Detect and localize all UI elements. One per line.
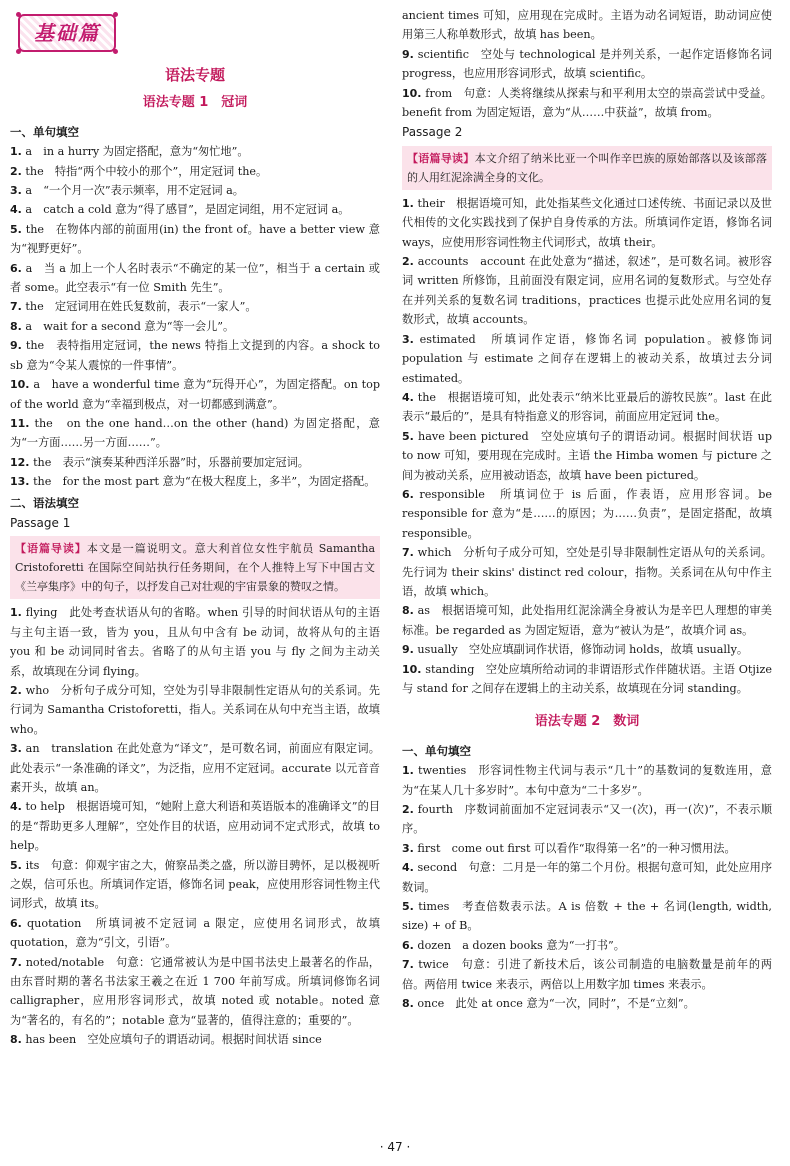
item-text: accounts account 在此处意为“描述，叙述”，是可数名词。被形容词 written 所修饰，且前面没有限定词，应用名词的复数形式。与空处存在并列关系的复数名词 traditions，practices 也提示此处应用名词的复数形式，故填 accounts。 <box>402 255 772 327</box>
item-text: flying 此处考查状语从句的省略。when 引导的时间状语从句的主语与主句主语一致，皆为 you，且从句中含有 be 动词，故将从句的主语 you 和 be 动词同时省去。省略了的从句主语 you 与 fly 之间为主动关系，故填现在分词 flying。 <box>10 606 380 678</box>
banner-corner-dot <box>113 49 118 54</box>
banner-corner-dot <box>16 12 21 17</box>
answer-list <box>402 45 772 123</box>
item-text: a have a wonderful time 意为“玩得开心”，为固定搭配。on top of the world 意为“幸福到极点，对一切都感到满意”。 <box>10 378 380 411</box>
topic2-title: 语法专题 2 数词 <box>534 714 640 730</box>
guide-text: 本文介绍了纳米比亚一个叫作辛巴族的原始部落以及该部落的人用红泥涂满全身的文化。 <box>407 151 768 184</box>
section-heading: 一、单句填空 <box>10 124 79 139</box>
answer-item <box>10 797 380 855</box>
answer-item <box>10 220 380 259</box>
item-text: the for the most part 意为“在极大程度上，多半”，为固定搭配。 <box>33 475 376 489</box>
left-column <box>10 14 380 1050</box>
answer-item <box>402 84 772 123</box>
passage-heading: Passage 1 <box>10 515 71 530</box>
item-number: 2. <box>402 803 414 817</box>
answer-item <box>10 259 380 298</box>
item-number: 5. <box>10 222 22 236</box>
item-number: 8. <box>402 604 414 618</box>
item-number: 7. <box>10 955 22 969</box>
item-number: 13. <box>10 475 30 489</box>
reading-guide-box <box>10 536 380 599</box>
item-text: standing 空处应填所给动词的非谓语形式作伴随状语。主语 Otjize 与 stand for 之间存在逻辑上的主动关系，故填现在分词 standing。 <box>402 662 772 695</box>
answer-item <box>402 194 772 252</box>
item-text: noted/notable 句意：它通常被认为是中国书法史上最著名的作品，由东晋时期的著名书法家王羲之在近 1 700 年前写成。所填词修饰名词 calligrapher，应用形容词形式，故填 noted 或 notable。noted 意为“著名的，有名的”；notable 意为“显著的，值得注意的；重要的”。 <box>10 955 380 1027</box>
item-text: their 根据语境可知，此处指某些文化通过口述传统、书面记录以及世代相传的文化实践找到了保护自身传承的方法。所填词作定语，修饰名词 ways，应使用形容词性物主代词形式，故填 their。 <box>402 196 772 249</box>
answer-list <box>402 194 772 699</box>
answer-item <box>402 839 772 858</box>
item-text: the 表示“演奏某种西洋乐器”时，乐器前要加定冠词。 <box>33 455 309 469</box>
answer-continuation: ancient times 可知，应用现在完成时。主语为动名词短语，助动词应使用第三人称单数形式，故填 has been。 <box>402 9 772 42</box>
item-text: scientific 空处与 technological 是并列关系，一起作定语修饰名词 progress，也应用形容词形式，故填 scientific。 <box>402 47 772 81</box>
answer-item <box>10 953 380 1031</box>
item-text: once 此处 at once 意为“一次，同时”，不是“立刻”。 <box>417 997 695 1011</box>
right-column <box>402 6 772 1014</box>
item-text: the 特指“两个中较小的那个”，用定冠词 the。 <box>25 164 268 178</box>
item-number: 1. <box>10 145 22 159</box>
item-text: usually 空处应填副词作状语，修饰动词 holds，故填 usually。 <box>417 643 749 657</box>
answer-item <box>402 994 772 1013</box>
item-text: an translation 在此处意为“译文”，是可数名词，前面应有限定词。此处表示“一条准确的译文”，为泛指，应用不定冠词。accurate 以元音音素开头，故填 an。 <box>10 742 380 794</box>
answer-item <box>10 472 380 491</box>
item-text: a in a hurry 为固定搭配，意为“匆忙地”。 <box>25 145 249 159</box>
answer-item <box>402 543 772 601</box>
answer-item <box>10 142 380 161</box>
item-number: 1. <box>402 764 414 778</box>
item-text: the 根据语境可知，此处表示“纳米比亚最后的游牧民族”。last 在此表示“最后的”，是具有特指意义的形容词，前面应用定冠词 the。 <box>402 390 772 424</box>
item-text: the 表特指用定冠词，the news 特指上文提到的内容。a shock to sb 意为“令某人震惊的一件事情”。 <box>10 339 380 372</box>
answer-item <box>402 252 772 330</box>
item-text: twice 句意：引进了新技术后，该公司制造的电脑数量是前年的两倍。两倍用 twice 来表示，两倍以上用数字加 times 来表示。 <box>402 958 772 991</box>
answer-item <box>402 858 772 897</box>
item-number: 6. <box>10 916 22 930</box>
item-number: 1. <box>402 196 414 210</box>
item-number: 9. <box>402 47 414 61</box>
item-text: has been 空处应填句子的谓语动词。根据时间状语 since <box>25 1033 322 1047</box>
item-text: the 在物体内部的前面用(in) the front of。have a better view 意为“视野更好”。 <box>10 222 380 256</box>
item-number: 10. <box>402 662 422 676</box>
item-number: 7. <box>402 958 414 972</box>
item-number: 4. <box>10 203 22 217</box>
section-heading: 一、单句填空 <box>402 743 471 758</box>
page-title: 语法专题 <box>164 66 225 84</box>
answer-item <box>402 330 772 388</box>
item-number: 8. <box>10 1033 22 1047</box>
item-text: the on the one hand…on the other (hand) 为固定搭配，意为“一方面……另一方面……”。 <box>10 416 380 450</box>
answer-item <box>10 181 380 200</box>
section-banner <box>18 14 116 52</box>
item-text: estimated 所填词作定语，修饰名词 population。被修饰词 population 与 estimate 之间存在逻辑上的被动关系，故填过去分词 estimated。 <box>402 332 772 385</box>
item-number: 3. <box>402 332 414 346</box>
item-number: 2. <box>10 683 22 697</box>
answer-item <box>10 856 380 914</box>
answer-item <box>402 601 772 640</box>
answer-item <box>402 427 772 485</box>
item-text: have been pictured 空处应填句子的谓语动词。根据时间状语 up to now 可知，要用现在完成时。主语 the Himba women 与 picture 之间为被动关系，应用被动语态，故填 have been pictured。 <box>402 429 772 482</box>
answer-item <box>10 1030 380 1049</box>
answer-item <box>402 955 772 994</box>
item-number: 6. <box>402 487 414 501</box>
item-number: 5. <box>10 858 22 872</box>
banner-corner-dot <box>113 12 118 17</box>
item-number: 4. <box>402 861 414 875</box>
item-number: 6. <box>10 261 22 275</box>
item-number: 4. <box>10 800 22 814</box>
answer-item <box>402 660 772 699</box>
answer-list <box>402 761 772 1013</box>
item-text: quotation 所填词被不定冠词 a 限定，应使用名词形式，故填 quotation，意为“引文，引语”。 <box>10 916 380 950</box>
item-number: 2. <box>10 164 22 178</box>
item-number: 8. <box>10 319 22 333</box>
reading-guide-box <box>402 146 772 190</box>
answer-item <box>402 936 772 955</box>
item-number: 9. <box>402 643 414 657</box>
answer-item <box>402 485 772 543</box>
banner-text: 基础篇 <box>34 21 100 45</box>
item-number: 3. <box>402 841 414 855</box>
item-text: its 句意：仰观宇宙之大，俯察品类之盛，所以游目骋怀，足以极视听之娱，信可乐也。所填词作定语，修饰名词 peak，应使用形容词性物主代词形式，故填 its。 <box>10 858 380 911</box>
item-number: 7. <box>10 300 22 314</box>
item-number: 3. <box>10 184 22 198</box>
answer-item <box>10 603 380 681</box>
item-text: the 定冠词用在姓氏复数前，表示“一家人”。 <box>25 300 257 314</box>
answer-item <box>402 45 772 84</box>
item-text: from 句意：人类将继续从探索与和平利用太空的崇高尝试中受益。benefit from 为固定短语，意为“从……中获益”，故填 from。 <box>402 86 772 120</box>
answer-list <box>10 603 380 1049</box>
answer-list <box>10 142 380 491</box>
guide-label: 【语篇导读】 <box>407 151 475 165</box>
answer-item <box>402 800 772 839</box>
banner-corner-dot <box>16 49 21 54</box>
item-number: 12. <box>10 455 30 469</box>
answer-item <box>10 162 380 181</box>
guide-label: 【语篇导读】 <box>15 542 87 556</box>
item-number: 8. <box>402 997 414 1011</box>
answer-item <box>402 388 772 427</box>
item-text: a “一个月一次”表示频率，用不定冠词 a。 <box>25 184 244 198</box>
item-text: second 句意：二月是一年的第二个月份。根据句意可知，此处应用序数词。 <box>402 861 773 894</box>
item-text: who 分析句子成分可知，空处为引导非限制性定语从句的关系词。先行词为 Samantha Cristoforetti，指人。关系词在从句中充当主语，故填 who。 <box>10 683 380 736</box>
answer-item <box>10 297 380 316</box>
answer-item <box>10 681 380 739</box>
item-text: to help 根据语境可知，“她附上意大利语和英语版本的准确译文”的目的是“帮助更多人理解”，空处作目的状语，应用动词不定式形式，故填 to help。 <box>10 800 381 853</box>
answer-item <box>10 375 380 414</box>
item-text: times 考查倍数表示法。A is 倍数 + the + 名词(length, width, size) + of B。 <box>402 900 772 933</box>
item-number: 10. <box>402 86 422 100</box>
answer-item <box>402 897 772 936</box>
answer-item <box>402 761 772 800</box>
item-text: dozen a dozen books 意为“一打书”。 <box>417 938 625 952</box>
item-number: 3. <box>10 742 22 756</box>
item-number: 11. <box>10 416 30 430</box>
answer-item <box>10 317 380 336</box>
item-number: 5. <box>402 900 414 914</box>
topic1-title: 语法专题 1 冠词 <box>142 95 248 111</box>
answer-item <box>10 336 380 375</box>
item-text: a wait for a second 意为“等一会儿”。 <box>25 319 235 333</box>
passage-heading: Passage 2 <box>402 125 463 140</box>
page-number: · 47 · <box>379 1140 411 1154</box>
item-text: a 当 a 加上一个人名时表示“不确定的某一位”，相当于 a certain 或者 some。此空表示“有一位 Smith 先生”。 <box>10 261 380 295</box>
item-text: fourth 序数词前面加不定冠词表示“又一(次)，再一(次)”，不表示顺序。 <box>402 803 773 836</box>
item-number: 4. <box>402 390 414 404</box>
item-number: 1. <box>10 606 22 620</box>
item-text: a catch a cold 意为“得了感冒”，是固定词组，用不定冠词 a。 <box>25 203 350 217</box>
item-text: responsible 所填词位于 is 后面，作表语，应用形容词。be responsible for 意为“是……的原因；为……负责”，是固定搭配，故填 responsible。 <box>402 487 772 540</box>
answer-item <box>10 914 380 953</box>
item-text: as 根据语境可知，此处指用红泥涂满全身被认为是辛巴人理想的审美标准。be regarded as 为固定短语，意为“被认为是”，故填介词 as。 <box>402 604 772 637</box>
item-number: 9. <box>10 339 22 353</box>
answer-item <box>10 414 380 453</box>
item-number: 6. <box>402 938 414 952</box>
guide-text: 本文是一篇说明文。意大利首位女性宇航员 Samantha Cristoforetti 在国际空间站执行任务期间，在个人推特上写下中国古文《兰亭集序》中的句子，以抒发自己对壮观的宇宙景象的赞叹之情。 <box>15 542 376 594</box>
answer-item <box>10 739 380 797</box>
answer-item <box>10 453 380 472</box>
answer-item <box>10 200 380 219</box>
item-text: first come out first 可以看作“取得第一名”的一种习惯用法。 <box>417 841 736 855</box>
answer-item <box>402 640 772 659</box>
section-heading: 二、语法填空 <box>10 495 79 510</box>
item-text: twenties 形容词性物主代词与表示“几十”的基数词的复数连用，意为“在某人几十多岁时”。本句中意为“二十多岁”。 <box>402 764 772 797</box>
item-number: 2. <box>402 255 414 269</box>
item-text: which 分析句子成分可知，空处是引导非限制性定语从句的关系词。先行词为 their skins' distinct red colour，指物。关系词在从句中作主语，故填 which。 <box>402 546 772 598</box>
item-number: 10. <box>10 378 30 392</box>
item-number: 5. <box>402 429 414 443</box>
item-number: 7. <box>402 546 414 560</box>
